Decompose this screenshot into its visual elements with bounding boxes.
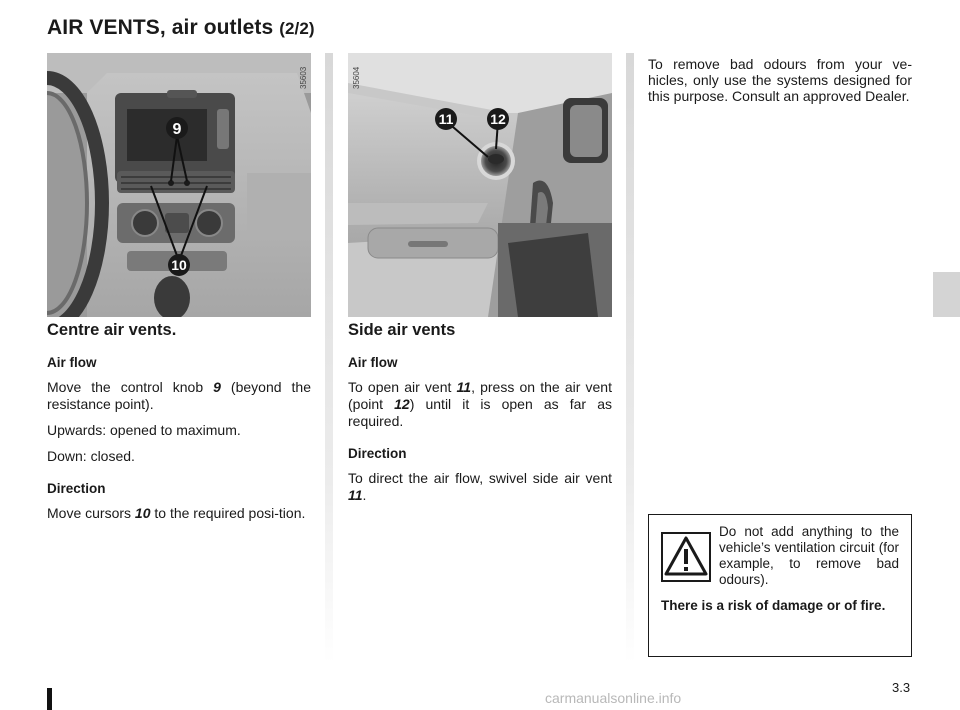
paragraph: Upwards: opened to maximum. xyxy=(47,422,241,438)
paragraph: Move the control knob 9 (beyond the resistance point). xyxy=(47,379,311,412)
centre-vents-section xyxy=(47,322,311,531)
warning-box xyxy=(648,514,912,657)
warning-emphasis: There is a risk of damage or of fire. xyxy=(661,598,886,613)
centre-vents-illustration xyxy=(47,53,311,317)
section-tab xyxy=(933,272,960,317)
side-vent-illustration xyxy=(348,53,612,317)
warning-triangle-icon xyxy=(661,532,711,582)
subheading-air-flow: Air flow xyxy=(348,355,398,370)
callout-12-label: 12 xyxy=(490,111,506,127)
callout-11-label: 11 xyxy=(438,111,454,127)
paragraph: Down: closed. xyxy=(47,448,135,464)
side-vents-section xyxy=(348,322,612,513)
callout-10-label: 10 xyxy=(171,257,187,273)
figure-reference-code: 35603 xyxy=(299,66,308,89)
paragraph: Move cursors 10 to the required posi-tion. xyxy=(47,505,306,521)
section-heading: Centre air vents. xyxy=(47,321,177,339)
column-divider xyxy=(626,53,634,663)
figure-reference-code: 35604 xyxy=(352,66,361,89)
paragraph: To direct the air flow, swivel side air vent 11. xyxy=(348,470,612,503)
odour-note: To remove bad odours from your ve-hicles, only use the systems designed for this purpose. Consult an approved Dealer. xyxy=(648,56,912,104)
column-divider xyxy=(325,53,333,663)
page-number: 3.3 xyxy=(892,680,911,695)
warning-text: Do not add anything to the vehicle’s ventilation circuit (for example, to remove bad odours). xyxy=(719,524,899,587)
watermark: carmanualsonline.info xyxy=(545,690,682,706)
paragraph: To open air vent 11, press on the air vent (point 12) until it is open as far as required. xyxy=(348,379,612,429)
page-title: AIR VENTS, air outlets (2/2) xyxy=(47,16,315,39)
subheading-direction: Direction xyxy=(348,446,407,461)
subheading-direction: Direction xyxy=(47,481,106,496)
callout-9-label: 9 xyxy=(172,121,182,138)
section-heading: Side air vents xyxy=(348,321,456,339)
subheading-air-flow: Air flow xyxy=(47,355,97,370)
crop-mark xyxy=(47,688,52,710)
